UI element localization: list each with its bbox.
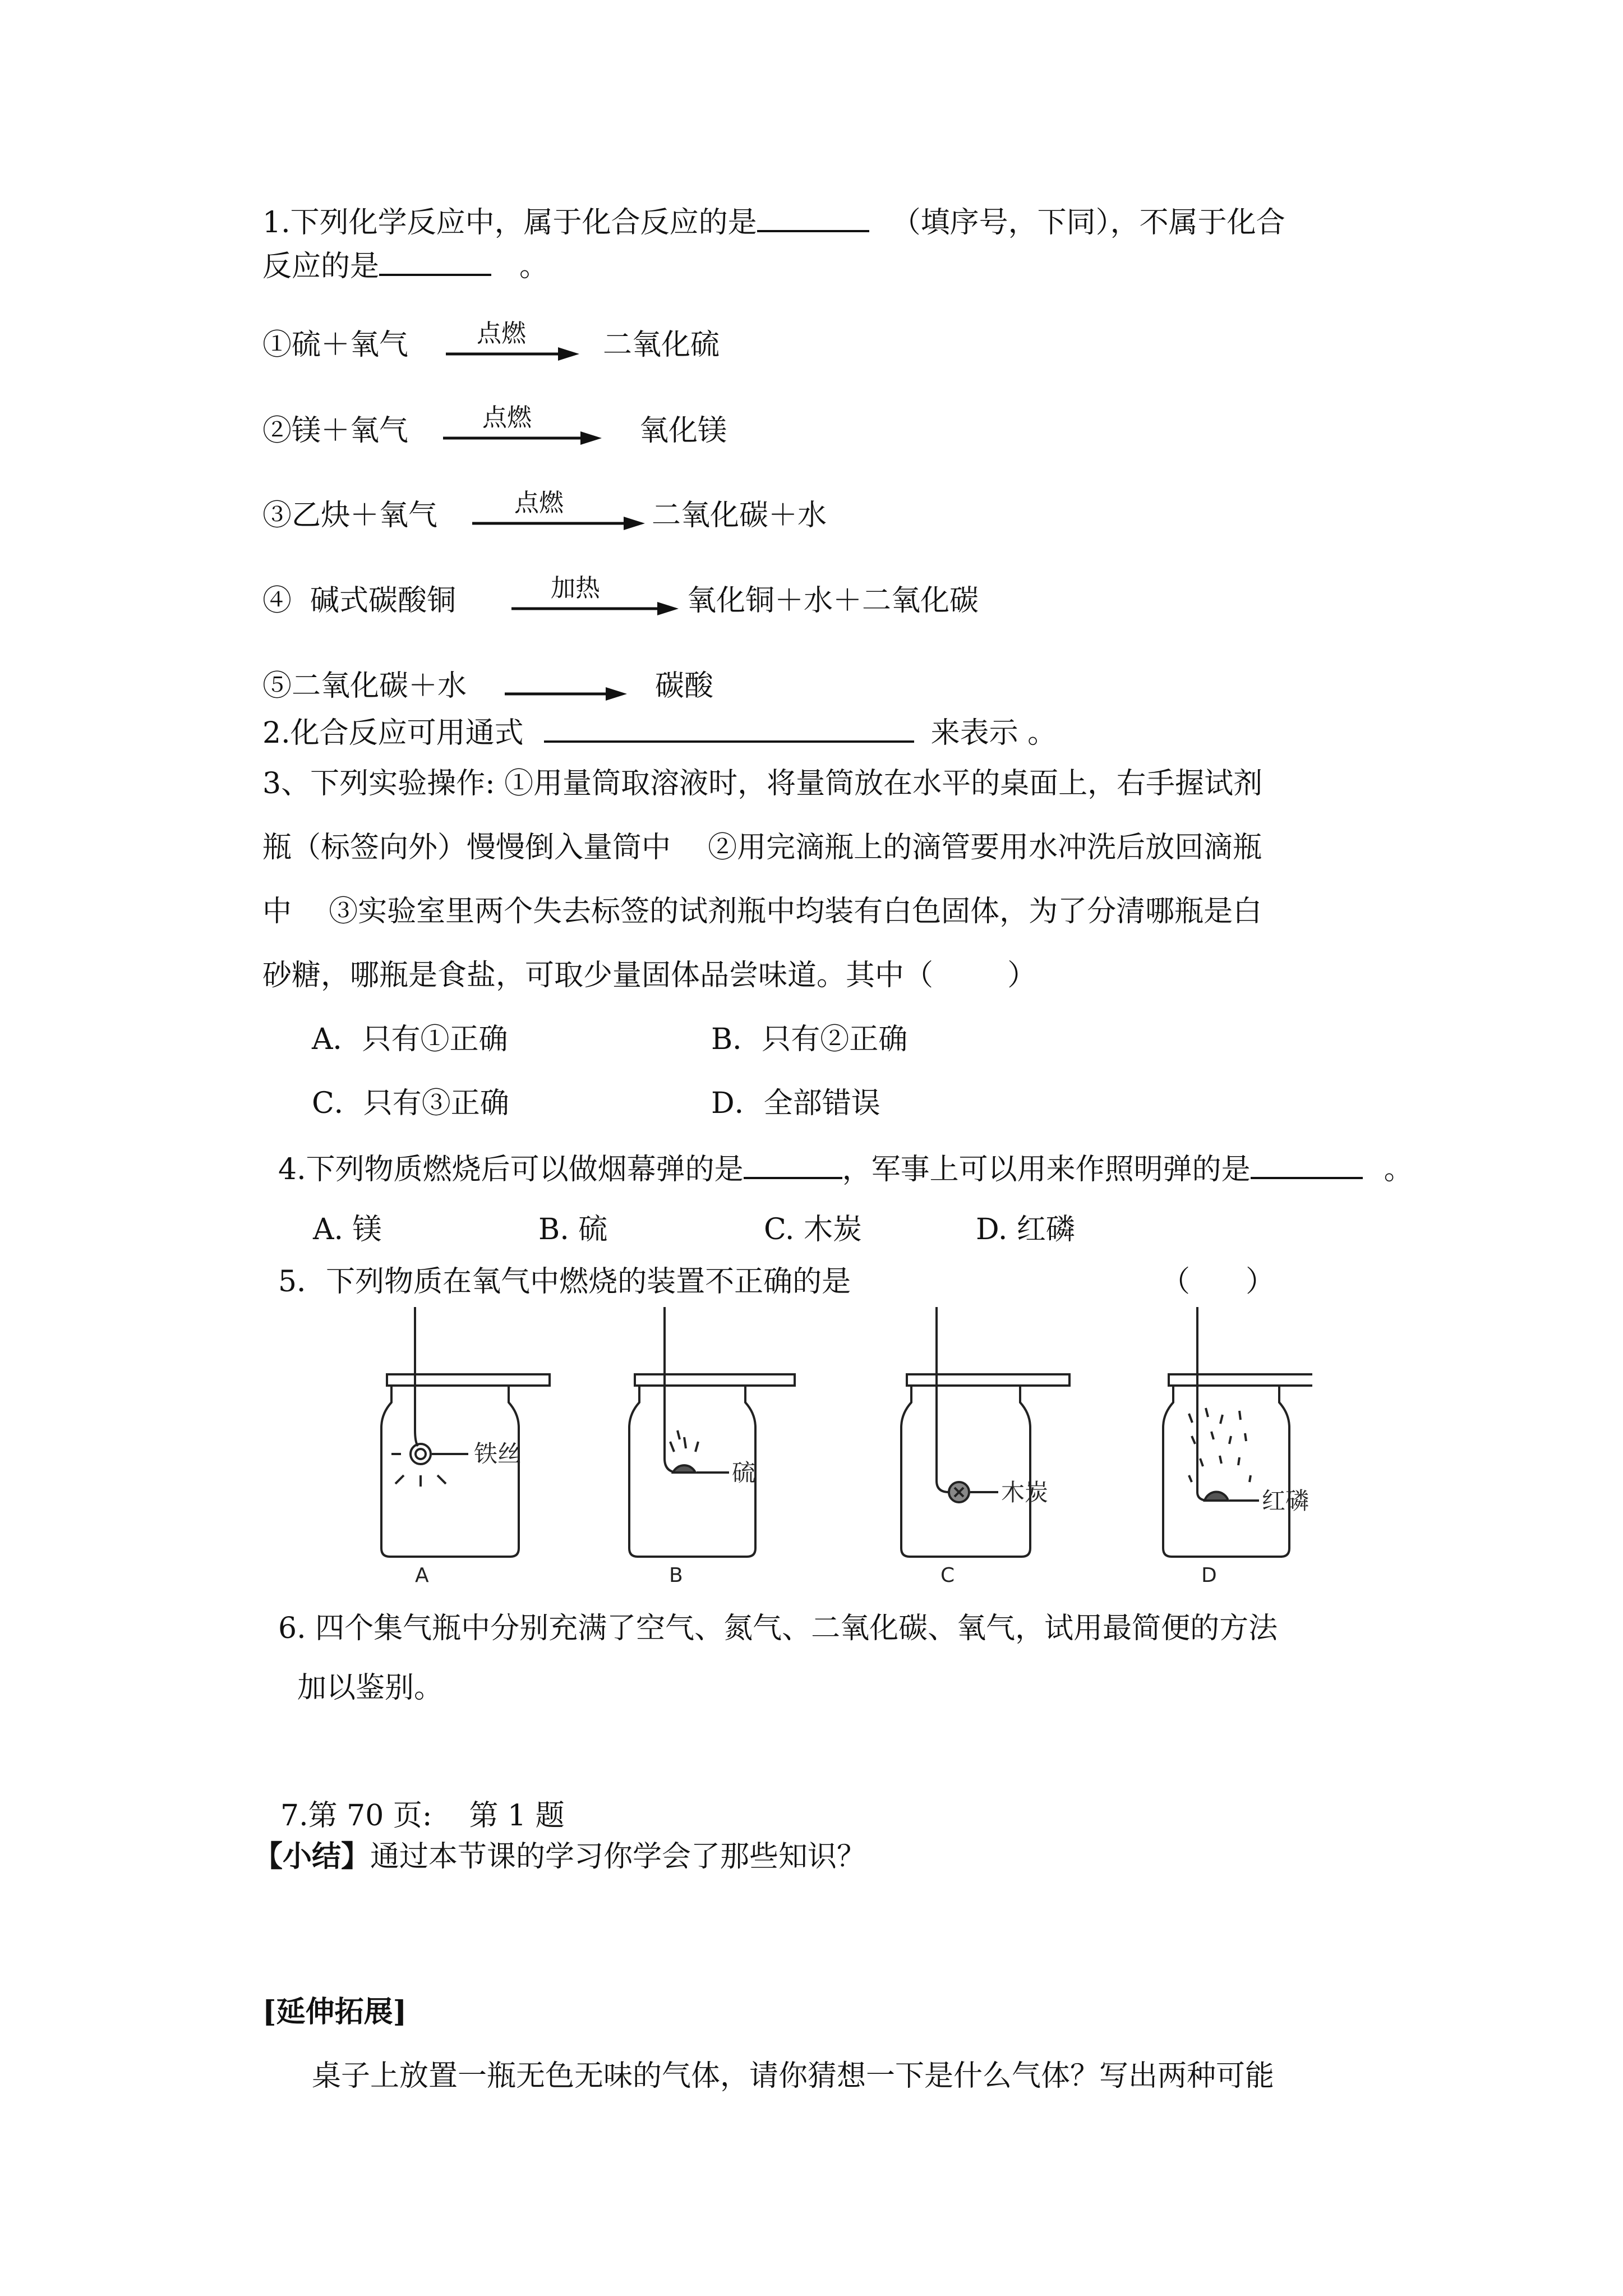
- arrow-icon: [511, 600, 680, 617]
- q3-line-1: 3、下列实验操作: ①用量筒取溶液时，将量筒放在水平的桌面上，右手握试剂: [262, 767, 1263, 800]
- bottle-a-icon: [381, 1307, 550, 1557]
- reaction-4-condition: 加热: [551, 574, 600, 602]
- q3-option-d[interactable]: D．全部错误: [711, 1087, 880, 1120]
- q6-line-2: 加以鉴别。: [297, 1671, 444, 1705]
- reaction-2-arrow: [443, 397, 603, 464]
- figure-letter-d: D: [1201, 1564, 1217, 1587]
- q1-line2: [262, 245, 548, 286]
- arrow-icon: [446, 346, 580, 362]
- q2-blank[interactable]: [544, 711, 914, 743]
- reaction-1-reactants: ①硫＋氧气: [262, 328, 409, 362]
- q1-line1: [262, 201, 1285, 242]
- q4-post: 。: [1384, 1153, 1413, 1186]
- extension-title: [延伸拓展]: [262, 1995, 407, 2029]
- q4-option-b[interactable]: B. 硫: [538, 1213, 608, 1246]
- reaction-3-arrow: [472, 482, 646, 550]
- reaction-3-products: 二氧化碳＋水: [652, 499, 827, 532]
- summary-tag: 【小结】: [253, 1839, 371, 1874]
- bottle-b-icon: [629, 1307, 795, 1557]
- reaction-1-products: 二氧化硫: [603, 328, 720, 362]
- q7-text: 7.第 70 页: 第 1 题: [280, 1799, 565, 1833]
- q5-apparatus-figure: [348, 1307, 1312, 1588]
- q3-line-3: 中 ③实验室里两个失去标签的试剂瓶中均装有白色固体，为了分清哪瓶是白: [262, 895, 1262, 928]
- arrow-icon: [472, 515, 646, 532]
- q1-line2-text: 反应的是: [262, 250, 380, 283]
- reaction-2-products: 氧化镁: [639, 414, 727, 448]
- arrow-icon: [505, 685, 628, 702]
- bottle-c-icon: [901, 1307, 1069, 1557]
- arrow-icon: [443, 430, 603, 447]
- q4-mid: ，军事上可以用来作照明弹的是: [842, 1153, 1251, 1186]
- reaction-2-reactants: ②镁＋氧气: [262, 414, 409, 448]
- label-iron-wire: 铁丝: [474, 1440, 522, 1467]
- reaction-5-reactants: ⑤二氧化碳＋水: [262, 669, 467, 703]
- figure-letter-a: A: [415, 1564, 429, 1587]
- q2-text: 2.化合反应可用通式: [262, 716, 524, 750]
- q4-text: 4.下列物质燃烧后可以做烟幕弹的是: [278, 1153, 744, 1186]
- q4-option-d[interactable]: D. 红磷: [976, 1213, 1075, 1246]
- reaction-5-arrow: [505, 653, 628, 720]
- q4-blank-2[interactable]: [1251, 1148, 1363, 1179]
- reaction-4-reactants: ④ 碱式碳酸铜: [262, 584, 457, 618]
- q4-option-a[interactable]: A. 镁: [313, 1213, 382, 1246]
- reaction-3-reactants: ③乙炔＋氧气: [262, 499, 438, 532]
- reaction-1-condition: 点燃: [477, 319, 526, 348]
- q1-line1-post: （填序号，下同），不属于化合: [891, 206, 1285, 240]
- bottle-d-icon: [1163, 1307, 1312, 1557]
- figure-letter-b: B: [669, 1564, 683, 1587]
- q2-post: 来表示 。: [930, 716, 1057, 750]
- q4-option-c[interactable]: C. 木炭: [764, 1213, 862, 1246]
- summary-text: 通过本节课的学习你学会了那些知识？: [370, 1840, 866, 1874]
- reaction-5-products: 碳酸: [655, 669, 714, 703]
- reaction-3-condition: 点燃: [514, 489, 564, 517]
- q3-option-c[interactable]: C．只有③正确: [312, 1087, 509, 1120]
- q3-option-a[interactable]: A．只有①正确: [312, 1023, 508, 1056]
- reaction-4-arrow: [511, 568, 680, 635]
- reaction-1-arrow: [446, 313, 580, 380]
- reaction-2-condition: 点燃: [482, 403, 532, 432]
- figure-letter-c: C: [940, 1564, 955, 1587]
- label-sulfur: 硫: [732, 1459, 756, 1487]
- extension-text: 桌子上放置一瓶无色无味的气体，请你猜想一下是什么气体？写出两种可能: [312, 2059, 1275, 2093]
- q1-blank-2[interactable]: [379, 245, 491, 276]
- q5-answer-paren: （ ）: [1161, 1265, 1275, 1299]
- q5-stem: 5．下列物质在氧气中燃烧的装置不正确的是: [278, 1265, 851, 1299]
- q6-line-1: 6. 四个集气瓶中分别充满了空气、氮气、二氧化碳、氧气，试用最简便的方法: [278, 1612, 1278, 1645]
- q3-option-b[interactable]: B．只有②正确: [711, 1023, 908, 1056]
- q1-blank-1[interactable]: [757, 201, 869, 232]
- q4-blank-1[interactable]: [744, 1148, 842, 1179]
- q3-line-4: 砂糖，哪瓶是食盐，可取少量固体品尝味道。其中（ ）: [262, 959, 1037, 992]
- q1-line2-post: 。: [519, 250, 549, 283]
- q1-line1-text: 1.下列化学反应中，属于化合反应的是: [262, 206, 757, 240]
- q2-line: [262, 711, 1057, 753]
- q3-line-2: 瓶（标签向外）慢慢倒入量筒中 ②用完滴瓶上的滴管要用水冲洗后放回滴瓶: [262, 831, 1262, 864]
- label-charcoal: 木炭: [1001, 1479, 1049, 1506]
- reaction-4-products: 氧化铜＋水＋二氧化碳: [687, 584, 979, 618]
- label-red-phosphorus: 红磷: [1262, 1487, 1310, 1515]
- q4-line: [278, 1148, 1413, 1189]
- summary-line: [253, 1837, 866, 1876]
